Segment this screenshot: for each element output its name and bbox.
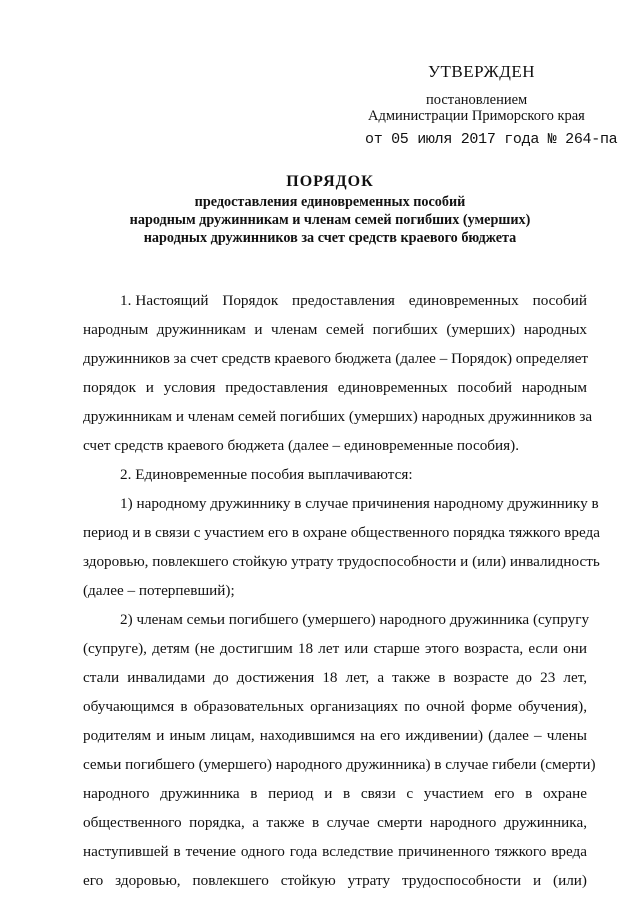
paragraph-line: народным дружинникам и членам семей погибших (умерших) народных xyxy=(83,321,587,338)
decree-line-1: постановлением xyxy=(426,92,528,108)
paragraph-line: 2. Единовременные пособия выплачиваются: xyxy=(120,466,413,483)
paragraph-number: 1. xyxy=(120,292,132,309)
document-title xyxy=(80,171,580,247)
decree-line-2: Администрации Приморского края xyxy=(368,108,585,124)
paragraph-line: семьи погибшего (умершего) народного дружинника) в случае гибели (смерти) xyxy=(83,756,596,773)
paragraph-line: здоровью, повлекшего стойкую утрату трудоспособности и (или) инвалидность xyxy=(83,553,600,570)
paragraph-line: (далее – потерпевший); xyxy=(83,582,235,599)
paragraph-line: общественного порядка, а также в случае смерти народного дружинника, xyxy=(83,814,587,831)
paragraph-line: стали инвалидами до достижения 18 лет, а также в возрасте до 23 лет, xyxy=(83,669,587,686)
title-sub-line: народных дружинников за счет средств краевого бюджета xyxy=(143,230,517,246)
paragraph-line: его здоровью, повлекшего стойкую утрату трудоспособности и (или) xyxy=(83,872,587,889)
approved-stamp: УТВЕРЖДЕН xyxy=(428,62,535,81)
paragraph-line: родителям и иным лицам, находившимся на его иждивении) (далее – члены xyxy=(83,727,587,744)
title-sub-line: предоставления единовременных пособий xyxy=(194,194,466,210)
document-body xyxy=(83,291,600,900)
paragraph-line: 2) членам семьи погибшего (умершего) народного дружинника (супругу xyxy=(120,611,590,628)
paragraph-line: дружинников за счет средств краевого бюджета (далее – Порядок) определяет xyxy=(83,350,589,367)
paragraph-line: 1) народному дружиннику в случае причинения народному дружиннику в xyxy=(120,495,599,512)
title-main: ПОРЯДОК xyxy=(286,173,374,190)
paragraph-line: счет средств краевого бюджета (далее – единовременные пособия). xyxy=(83,437,519,454)
paragraph-line: 1. Настоящий Порядок предоставления единовременных пособий xyxy=(120,292,587,309)
paragraph-2-1 xyxy=(83,494,600,610)
paragraph-1 xyxy=(83,291,593,465)
paragraph-line: обучающимся в образовательных организациях по очной форме обучения), xyxy=(83,698,587,715)
title-sub-line: народным дружинникам и членам семей погибших (умерших) xyxy=(129,212,531,228)
paragraph-line: дружинникам и членам семей погибших (умерших) народных дружинников за xyxy=(83,408,593,425)
decree-date-number: от 05 июля 2017 года № 264-па xyxy=(365,131,618,148)
paragraph-line: наступившей в течение одного года вследствие причиненного тяжкого вреда xyxy=(83,843,587,860)
paragraph-2 xyxy=(83,465,587,494)
paragraph-line: период и в связи с участием его в охране общественного порядка тяжкого вреда xyxy=(83,524,600,541)
paragraph-line: порядок и условия предоставления единовременных пособий народным xyxy=(83,379,587,396)
paragraph-line: (супруге), детям (не достигшим 18 лет или старше этого возраста, если они xyxy=(83,640,587,657)
paragraph-line: народного дружинника в период и в связи с участием его в охране xyxy=(83,785,587,802)
paragraph-2-2 xyxy=(83,610,596,900)
